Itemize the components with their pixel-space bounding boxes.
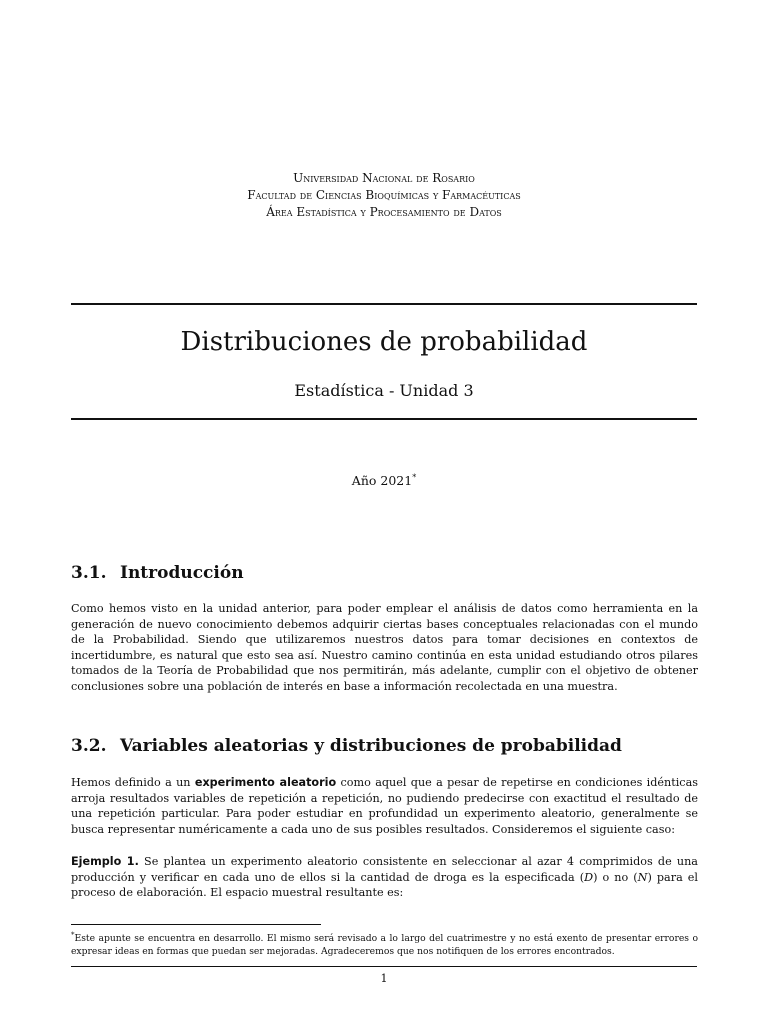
section-number: 3.1. <box>71 563 107 583</box>
example-label: Ejemplo 1. <box>71 855 139 868</box>
section-heading-variables <box>71 736 622 756</box>
math-symbol-n: N <box>637 870 648 884</box>
footnote <box>71 929 698 958</box>
intro-paragraph: Como hemos visto en la unidad anterior, para poder emplear el análisis de datos como herramienta en la generación de nuevo conocimiento debemos adquirir ciertas bases conceptuales relacionadas con el mundo de la Probabilidad. Siendo que utilizaremos nuestros datos para tomar decisiones en contextos de incertidumbre, es natural que esto sea así. Nuestro camino continúa en esta unidad estudiando otros pilares tomados de la Teoría de Probabilidad que nos permitirán, más adelante, cumplir con el objetivo de obtener conclusiones sobre una población de interés en base a información recolectada en una muestra. <box>71 602 698 693</box>
section-heading-introduccion <box>71 563 244 583</box>
example-text: ) o no ( <box>593 870 638 884</box>
document-subtitle: Estadística - Unidad 3 <box>294 381 474 400</box>
paragraph-text: como aquel que a pesar de repetirse en condiciones idénticas arroja resultados variables de repetición a repetición, no pudiendo predecirse con exactitud el resultado de una repetición particular. Para poder estudiar en profundidad un experimento aleatorio, generalmente se busca representar numéricamente a cada uno de sus posibles resultados. Consideremos el siguiente caso: <box>71 776 698 836</box>
variables-paragraph <box>71 775 698 837</box>
area-name: Área Estadística y Procesamiento de Datos <box>266 205 502 219</box>
footnote-rule <box>71 924 321 925</box>
year-text: Año 2021 <box>351 473 413 489</box>
faculty-name: Facultad de Ciencias Bioquímicas y Farmacéuticas <box>247 188 521 202</box>
page-footer-rule <box>71 966 697 967</box>
section-number: 3.2. <box>71 736 107 756</box>
example-text: Se plantea un experimento aleatorio consistente en seleccionar al azar 4 comprimidos de una producción y verificar en cada uno de ellos si la cantidad de droga es la especificada ( <box>71 855 698 884</box>
section-title: Introducción <box>120 563 244 583</box>
math-symbol-d: D <box>584 870 594 884</box>
paragraph-text: Hemos definido a un <box>71 776 195 789</box>
document-year <box>0 473 768 488</box>
term-experimento-aleatorio: experimento aleatorio <box>194 776 337 789</box>
page-number: 1 <box>380 972 388 985</box>
footnote-mark: * <box>71 931 75 939</box>
example-paragraph <box>71 854 698 901</box>
document-title: Distribuciones de probabilidad <box>180 327 588 357</box>
section-title: Variables aleatorias y distribuciones de probabilidad <box>120 736 622 756</box>
example-text: ) para el proceso de elaboración. El espacio muestral resultante es: <box>71 870 698 900</box>
title-top-rule <box>71 303 697 305</box>
footnote-text: Este apunte se encuentra en desarrollo. El mismo será revisado a lo largo del cuatrimestre y no está exento de presentar errores o expresar ideas en formas que puedan ser mejoradas. Agradeceremos que nos notifiquen de los errores encontrados. <box>71 933 698 958</box>
title-bottom-rule <box>71 418 697 420</box>
year-footnote-mark[interactable]: * <box>412 473 417 482</box>
university-name: Universidad Nacional de Rosario <box>293 171 475 185</box>
